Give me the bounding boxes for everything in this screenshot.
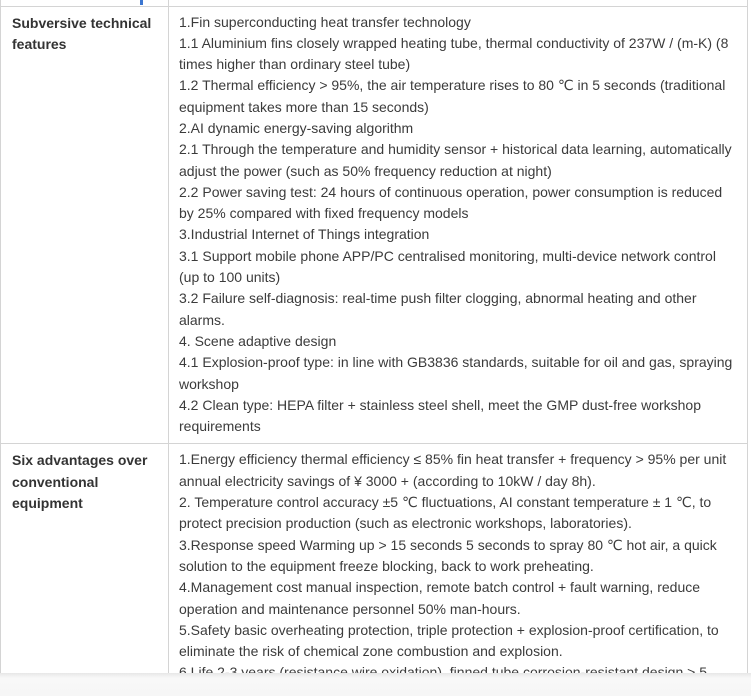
spec-item: 1.Fin superconducting heat transfer technology [179, 13, 471, 30]
row-header-six-advantages: Six advantages over conventional equipment [1, 444, 169, 696]
row-content-technical-features [169, 6, 748, 444]
spec-item: 3.Industrial Internet of Things integration [179, 226, 430, 243]
spec-item: 4. Scene adaptive design [179, 332, 337, 349]
spec-item: 1.1 Aluminium fins closely wrapped heating tube, thermal conductivity of 237W / (m-K) (8 times higher than ordinary steel tube) [179, 34, 729, 73]
table-row [1, 444, 748, 696]
cropped-link-text-fragment [140, 0, 143, 5]
spec-item: 4.Management cost manual inspection, remote batch control + fault warning, reduce operation and maintenance personnel 50% man-hours. [179, 579, 701, 617]
spec-item: 4.2 Clean type: HEPA filter + stainless steel shell, meet the GMP dust-free workshop requirements [179, 396, 702, 435]
row-header-technical-features: Subversive technical features [1, 6, 169, 444]
spec-item: 5.Safety basic overheating protection, triple protection + explosion-proof certification, to eliminate the risk of chemical zone combustion and explosion. [179, 621, 719, 660]
spec-item: 3.Response speed Warming up > 15 seconds 5 seconds to spray 80 ℃ hot air, a quick solution to the equipment freeze blocking, back to work preheating. [179, 536, 717, 574]
row-content-six-advantages [169, 444, 748, 696]
spec-item: 4.1 Explosion-proof type: in line with GB3836 standards, suitable for oil and gas, spraying workshop [179, 354, 733, 392]
spec-item: 2. Temperature control accuracy ±5 ℃ fluctuations, AI constant temperature ± 1 ℃, to protect precision production (such as electronic workshops, laboratories). [179, 494, 712, 532]
spec-item: 2.2 Power saving test: 24 hours of continuous operation, power consumption is reduced by 25% compared with fixed frequency models [179, 183, 723, 222]
spec-item: 1.2 Thermal efficiency > 95%, the air temperature rises to 80 ℃ in 5 seconds (traditional equipment takes more than 15 seconds) [179, 77, 726, 115]
spec-item: 3.2 Failure self-diagnosis: real-time push filter clogging, abnormal heating and other alarms. [179, 290, 697, 328]
spec-item: 2.1 Through the temperature and humidity sensor + historical data learning, automatically adjust the power (such as 50% frequency reduction at night) [179, 141, 732, 179]
spec-item: 3.1 Support mobile phone APP/PC centralised monitoring, multi-device network control (up to 100 units) [179, 247, 716, 286]
spec-item: 1.Energy efficiency thermal efficiency ≤ 85% fin heat transfer + frequency > 95% per unit annual electricity savings of ¥ 3000 + (according to 10kW / day 8h). [179, 451, 727, 489]
page-bottom-shade [0, 673, 751, 696]
table-row [1, 6, 748, 444]
spec-item: 2.AI dynamic energy-saving algorithm [179, 119, 414, 136]
